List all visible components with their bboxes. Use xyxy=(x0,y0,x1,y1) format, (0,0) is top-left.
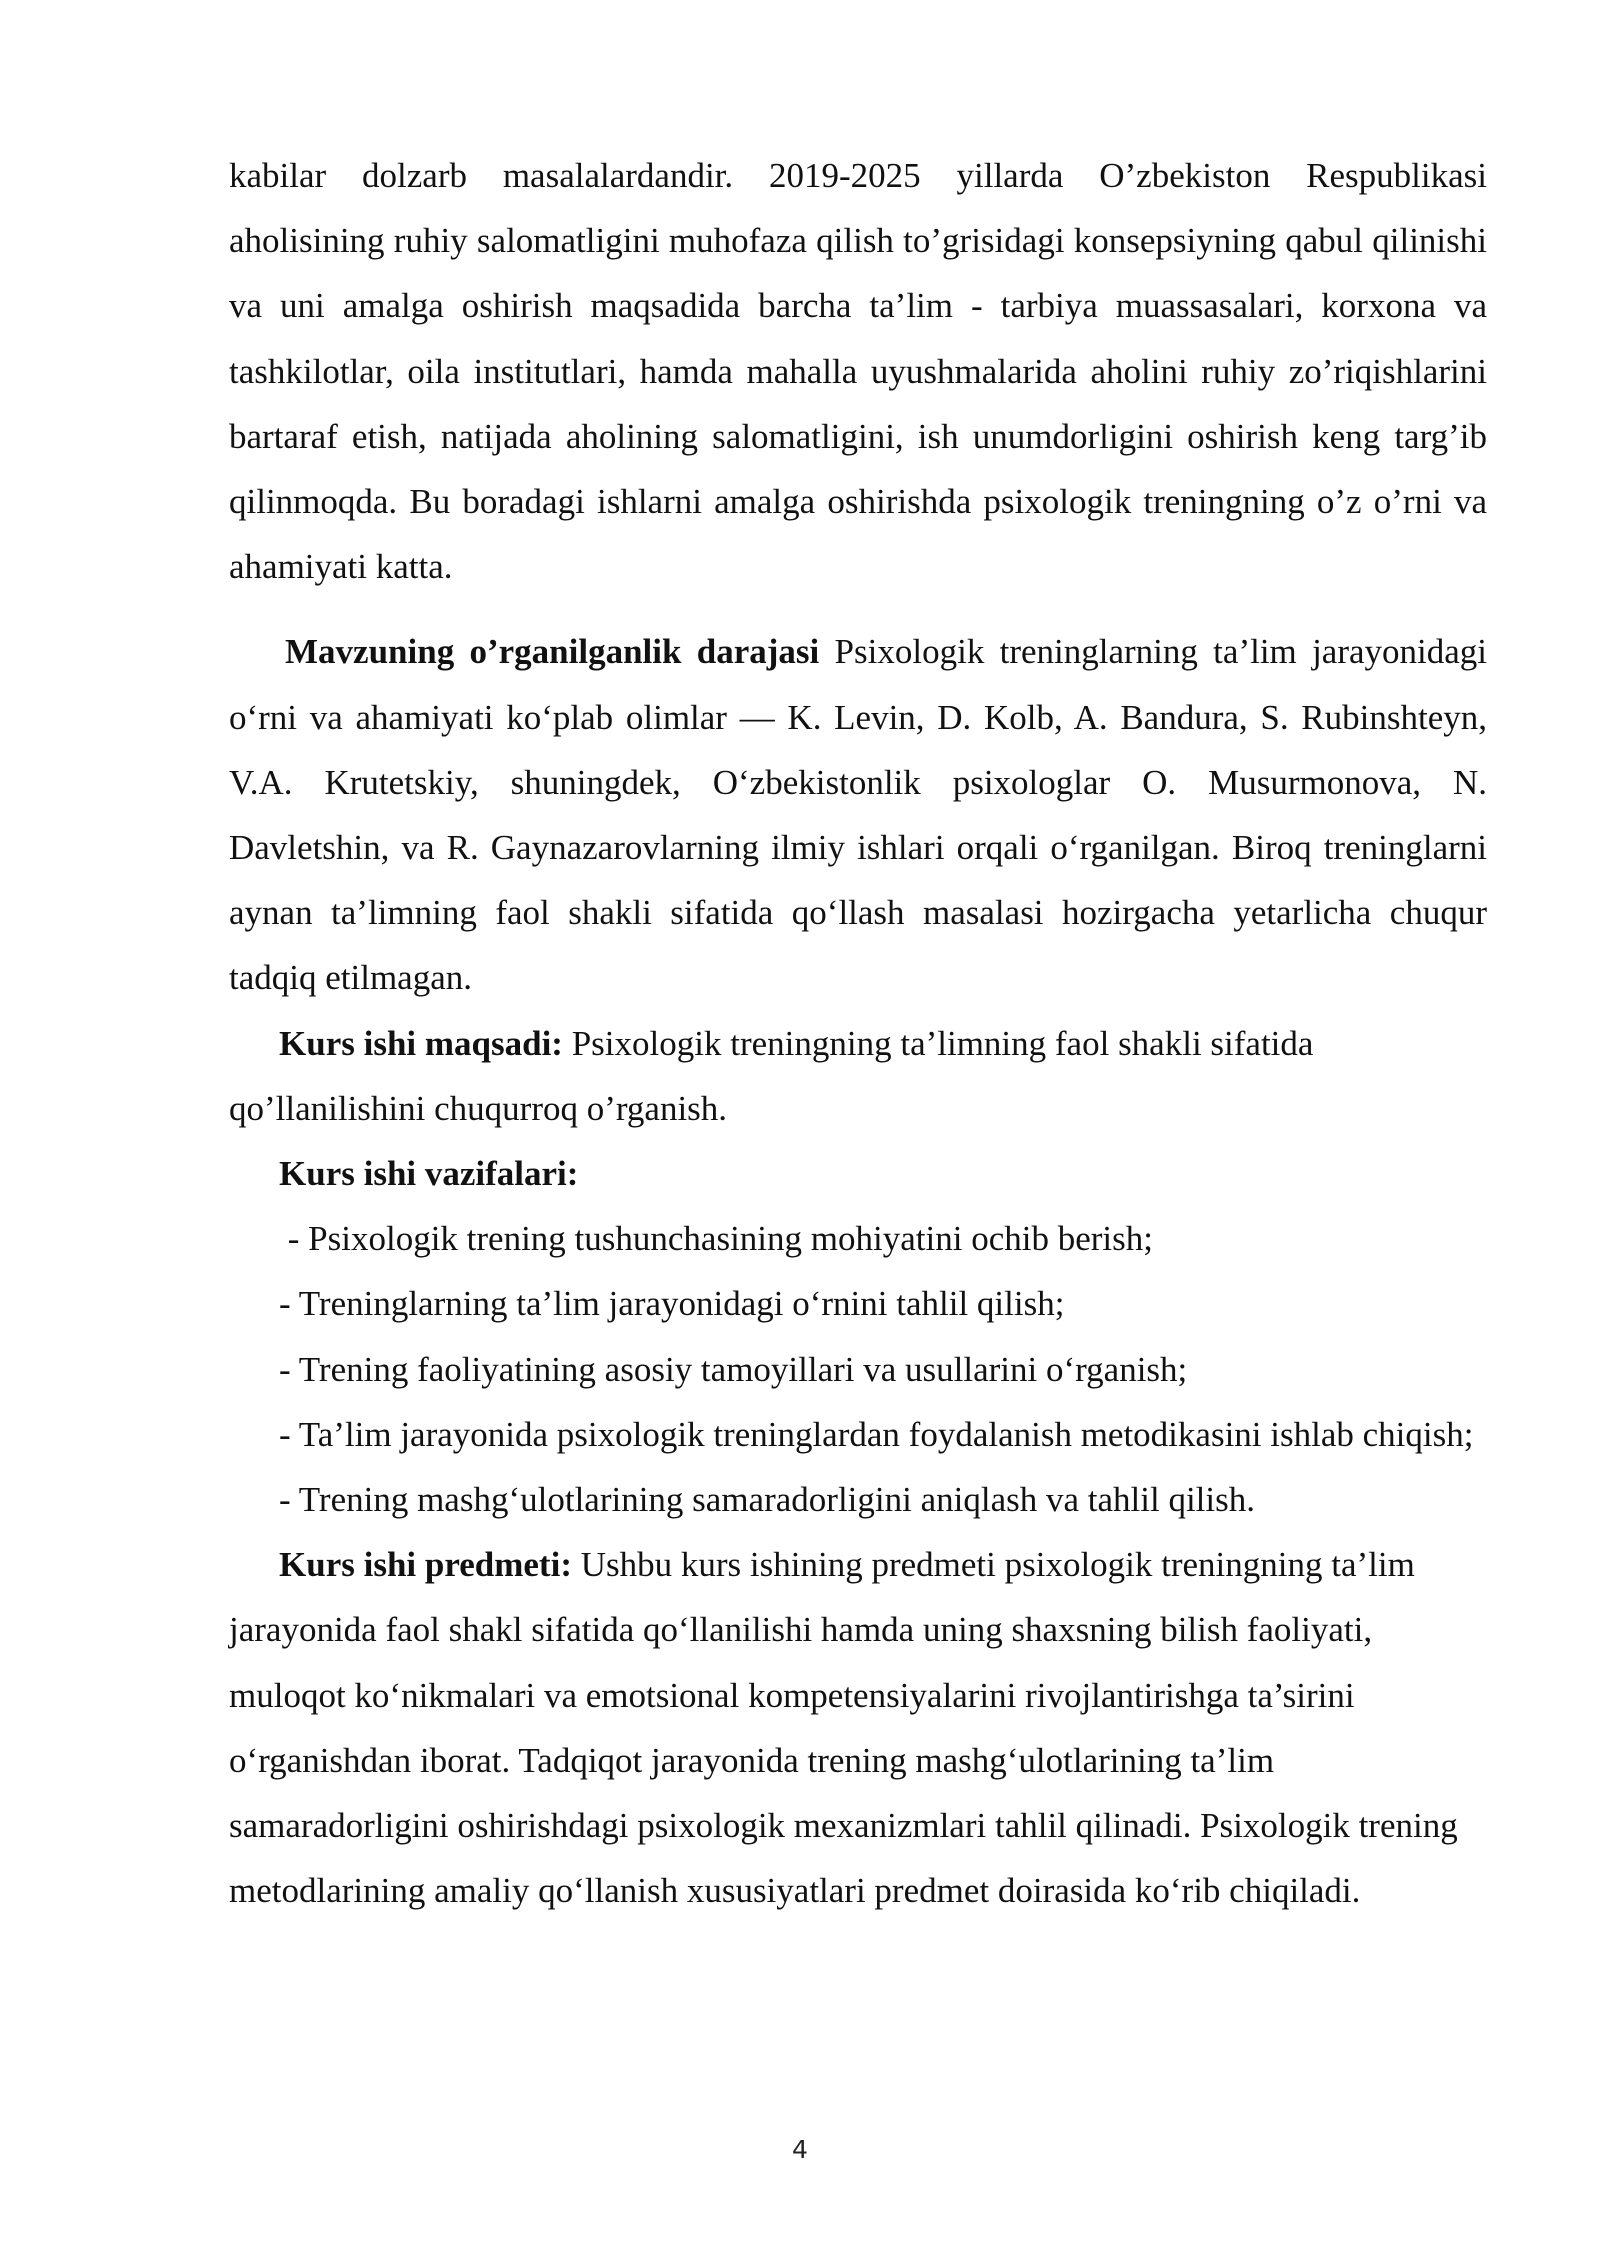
study-level-text: Psixologik treninglarning ta’lim jarayonidagi oʻrni va ahamiyati koʻplab olimlar — K. Levin, D. Kolb, A. Bandura, S. Rubinshteyn, V.A. Krutetskiy, shuningdek, Oʻzbekistonlik psixologlar O. Musurmonova, N. Davletshin, va R. Gaynazarovlarning ilmiy ishlari orqali oʻrganilgan. Biroq treninglarni aynan ta’limning faol shakli sifatida qoʻllash masalasi hozirgacha yetarlicha chuqur tadqiq etilmagan. xyxy=(229,632,1487,998)
page-number: 4 xyxy=(792,2135,808,2164)
subject-paragraph xyxy=(229,1532,1487,1923)
subject-heading: Kurs ishi predmeti: xyxy=(279,1545,572,1585)
tasks-heading xyxy=(229,1141,1487,1206)
goal-text: Psixologik treningning ta’limning faol shakli sifatida qo’llanilishini chuqurroq o’rganish. xyxy=(229,1023,1314,1128)
tasks-heading-label: Kurs ishi vazifalari: xyxy=(279,1154,579,1194)
task-item: - Treninglarning ta’lim jarayonidagi oʻrnini tahlil qilish; xyxy=(279,1284,1065,1324)
task-item: - Trening mashgʻulotlarining samaradorligini aniqlash va tahlil qilish. xyxy=(279,1480,1255,1520)
task-item: - Psixologik trening tushunchasining mohiyatini ochib berish; xyxy=(279,1219,1153,1259)
goal-paragraph xyxy=(229,1011,1487,1141)
subject-text: Ushbu kurs ishining predmeti psixologik treningning ta’lim jarayonida faol shakl sifatida qoʻllanilishi hamda uning shaxsning bilish faoliyati, muloqot koʻnikmalari va emotsional kompetensiyalarini rivojlantirishga ta’sirini oʻrganishdan iborat. Tadqiqot jarayonida trening mashgʻulotlarining ta’lim samaradorligini oshirishdagi psixologik mexanizmlari tahlil qilinadi. Psixologik trening metodlarining amaliy qoʻllanish xususiyatlari predmet doirasida koʻrib chiqiladi. xyxy=(229,1545,1458,1911)
study-level-heading: Mavzuning o’rganilganlik darajasi xyxy=(285,632,820,672)
study-level-paragraph xyxy=(229,619,1487,1010)
task-item: - Ta’lim jarayonida psixologik treninglardan foydalanish metodikasini ishlab chiqish; xyxy=(279,1414,1474,1454)
document-page xyxy=(229,143,1487,1923)
task-item: - Trening faoliyatining asosiy tamoyillari va usullarini oʻrganish; xyxy=(279,1349,1188,1389)
intro-paragraph: kabilar dolzarb masalalardandir. 2019-2025 yillarda O’zbekiston Respublikasi aholisining ruhiy salomatligini muhofaza qilish to’grisidagi konsepsiyning qabul qilinishi va uni amalga oshirish maqsadida barcha ta’lim - tarbiya muassasalari, korxona va tashkilotlar, oila institutlari, hamda mahalla uyushmalarida aholini ruhiy zo’riqishlarini bartaraf etish, natijada aholining salomatligini, ish unumdorligini oshirish keng targ’ib qilinmoqda. Bu boradagi ishlarni amalga oshirishda psixologik treningning o’z o’rni va ahamiyati katta. xyxy=(229,156,1487,587)
goal-heading: Kurs ishi maqsadi: xyxy=(279,1023,563,1063)
